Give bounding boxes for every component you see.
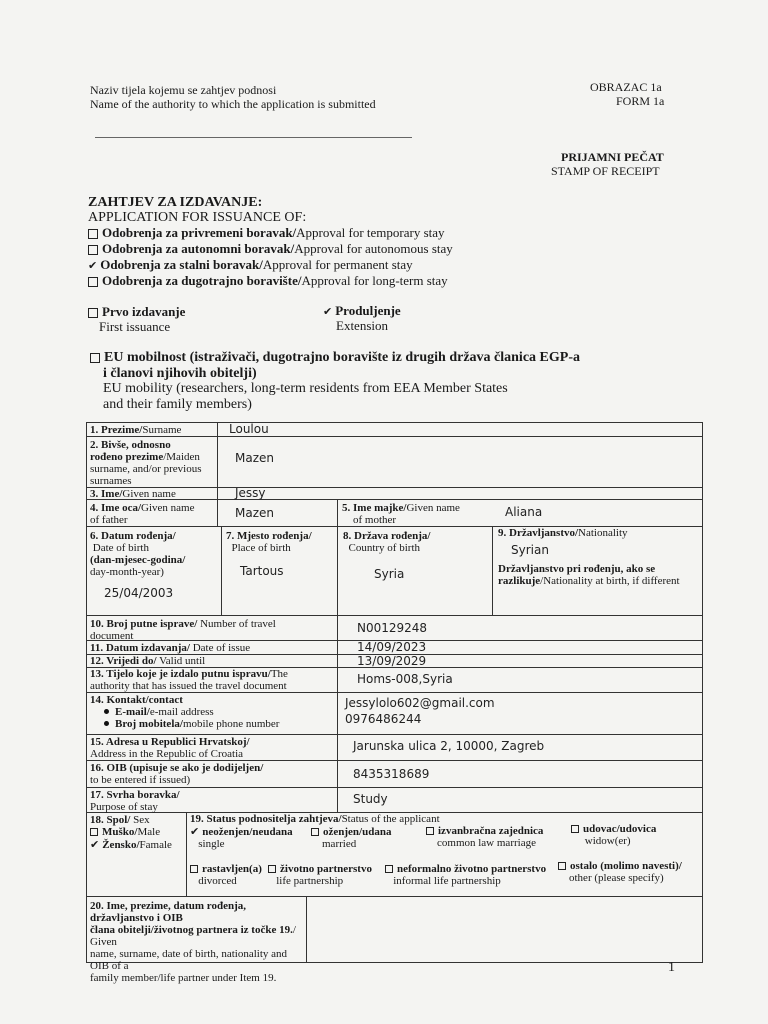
checkbox-icon[interactable] [190,865,198,873]
purpose-value[interactable]: Study [353,792,388,806]
mother-name-label: 5. Ime majke/Given name of mother [342,502,460,526]
checkbox-icon[interactable] [90,828,98,836]
checkbox-icon[interactable] [385,865,393,873]
form-code-en: FORM 1a [616,94,665,108]
option-common-law[interactable]: izvanbračna zajednica common law marriage [426,825,543,849]
extension-en: Extension [336,318,388,333]
family-member-field[interactable] [310,900,698,958]
surname-value[interactable]: Loulou [229,422,269,436]
option-temporary-stay[interactable]: Odobrenja za privremeni boravak/Approval for temporary stay [88,226,445,240]
purpose-label: 17. Svrha boravka/ Purpose of stay [90,789,180,813]
stamp-label-en: STAMP OF RECEIPT [551,164,660,178]
valid-until-value[interactable]: 13/09/2029 [357,654,427,668]
country-of-birth-value[interactable]: Syria [374,567,405,581]
option-autonomous-stay[interactable]: Odobrenja za autonomni boravak/Approval for autonomous stay [88,242,453,256]
place-of-birth-value[interactable]: Tartous [240,564,284,578]
travel-doc-label: 10. Broj putne isprave/ Number of travel document [90,618,276,642]
country-of-birth-label: 8. Država rođenja/ Country of birth [343,530,431,554]
valid-until-label: 12. Vrijedi do/ Valid until [90,655,206,667]
authority-label-hr: Naziv tijela kojemu se zahtjev podnosi [90,83,277,97]
checkbox-icon[interactable] [88,308,98,318]
father-name-label: 4. Ime oca/Given name of father [90,502,195,526]
date-of-birth-value[interactable]: 25/04/2003 [104,586,174,600]
checkbox-icon[interactable] [571,825,579,833]
form-code-hr: OBRAZAC 1a [590,80,662,94]
place-of-birth-label: 7. Mjesto rođenja/ Place of birth [226,530,312,554]
contact-label: 14. Kontakt/contact E-mail/e-mail address Broj mobitela/mobile phone number [90,694,280,730]
status-label: 19. Status podnositelja zahtjeva/Status of the applicant [190,813,440,825]
eu-mobility-hr-2: i članovi njihovih obitelji) [103,366,257,381]
checkbox-icon[interactable] [88,245,98,255]
eu-mobility-en-2: and their family members) [103,397,252,412]
bullet-icon [104,709,109,714]
checkbox-icon[interactable] [90,353,100,363]
given-name-value[interactable]: Jessy [235,486,266,500]
application-title-hr: ZAHTJEV ZA IZDAVANJE: [88,195,263,210]
issue-date-value[interactable]: 14/09/2023 [357,640,427,654]
option-single[interactable]: ✔ neoženjen/neudana single [190,825,293,850]
oib-label: 16. OIB (upisuje se ako je dodijeljen/ to be entered if issued) [90,762,264,786]
mother-name-value[interactable]: Aliana [505,505,543,519]
authority-label-en: Name of the authority to which the application is submitted [90,97,376,111]
option-life-partnership[interactable]: životno partnerstvo life partnership [268,863,372,887]
checkbox-icon[interactable] [426,827,434,835]
address-value[interactable]: Jarunska ulica 2, 10000, Zagreb [353,739,545,753]
former-surname-label: 2. Bivše, odnosno rođeno prezime/Maiden surname, and/or previous surnames [90,439,202,487]
option-married[interactable]: oženjen/udana married [311,826,391,850]
date-of-birth-label: 6. Datum rođenja/ Date of birth (dan-mjesec-godina/ day-month-year) [90,530,186,578]
eu-mobility-en-1: EU mobility (researchers, long-term residents from EEA Member States [103,381,508,396]
option-female[interactable]: ✔ Žensko/Famale [90,838,172,851]
checkbox-icon[interactable] [558,862,566,870]
address-label: 15. Adresa u Republici Hrvatskoj/ Address in the Republic of Croatia [90,736,250,760]
option-male[interactable]: Muško/Male [90,826,160,838]
email-value[interactable]: Jessylolo602@gmail.com [345,696,495,710]
checkmark-icon[interactable]: ✔ [88,259,98,272]
option-widowed[interactable]: udovac/udovica widow(er) [571,823,656,847]
checkmark-icon[interactable]: ✔ [90,838,100,851]
option-informal-partnership[interactable]: neformalno životno partnerstvo informal life partnership [385,863,546,887]
bullet-icon [104,721,109,726]
travel-doc-value[interactable]: N00129248 [357,621,428,635]
application-title-en: APPLICATION FOR ISSUANCE OF: [88,210,307,225]
option-first-issuance[interactable]: Prvo izdavanje [88,305,185,319]
authority-signature-line [95,137,412,138]
option-eu-mobility[interactable]: EU mobilnost (istraživači, dugotrajno boravište iz drugih država članica EGP-a [90,350,580,365]
issue-date-label: 11. Datum izdavanja/ Date of issue [90,642,251,654]
first-issuance-en: First issuance [99,319,171,334]
father-name-value[interactable]: Mazen [235,506,274,520]
page-number: 1 [668,960,675,975]
family-member-label: 20. Ime, prezime, datum rođenja, državljanstvo i OIB člana obitelji/životnog partnera iz točke 19./ Given name, surname, date of birth, nationality and OIB of a family member/life partner under Item 19. [90,900,296,984]
nationality-label: 9. Državljanstvo/Nationality [498,527,628,539]
checkbox-icon[interactable] [268,865,276,873]
sex-label: 18. Spol/ Sex [90,814,150,826]
checkbox-icon[interactable] [88,277,98,287]
checkmark-icon[interactable]: ✔ [190,825,200,838]
oib-value[interactable]: 8435318689 [353,767,430,781]
option-divorced[interactable]: rastavljen(a) divorced [190,863,262,887]
option-permanent-stay[interactable]: ✔ Odobrenja za stalni boravak/Approval for permanent stay [88,257,413,272]
checkbox-icon[interactable] [88,229,98,239]
former-surname-value[interactable]: Mazen [235,451,274,465]
issuing-authority-value[interactable]: Homs-008,Syria [357,672,453,686]
checkbox-icon[interactable] [311,828,319,836]
option-long-term-stay[interactable]: Odobrenja za dugotrajno boravište/Approval for long-term stay [88,274,448,288]
issuing-authority-label: 13. Tijelo koje je izdalo putnu ispravu/The authority that has issued the travel document [90,668,288,692]
mobile-value[interactable]: 0976486244 [345,712,422,726]
surname-label: 1. Prezime/Surname [90,424,182,436]
option-other[interactable]: ostalo (molimo navesti)/ other (please specify) [558,860,682,884]
checkmark-icon[interactable]: ✔ [323,305,333,318]
given-name-label: 3. Ime/Given name [90,488,176,500]
option-extension[interactable]: ✔ Produljenje [323,303,401,318]
stamp-label-hr: PRIJAMNI PEČAT [561,150,664,164]
nationality-at-birth-label: Državljanstvo pri rođenju, ako se razlikuje/Nationality at birth, if different [498,563,680,587]
nationality-value[interactable]: Syrian [511,543,549,557]
